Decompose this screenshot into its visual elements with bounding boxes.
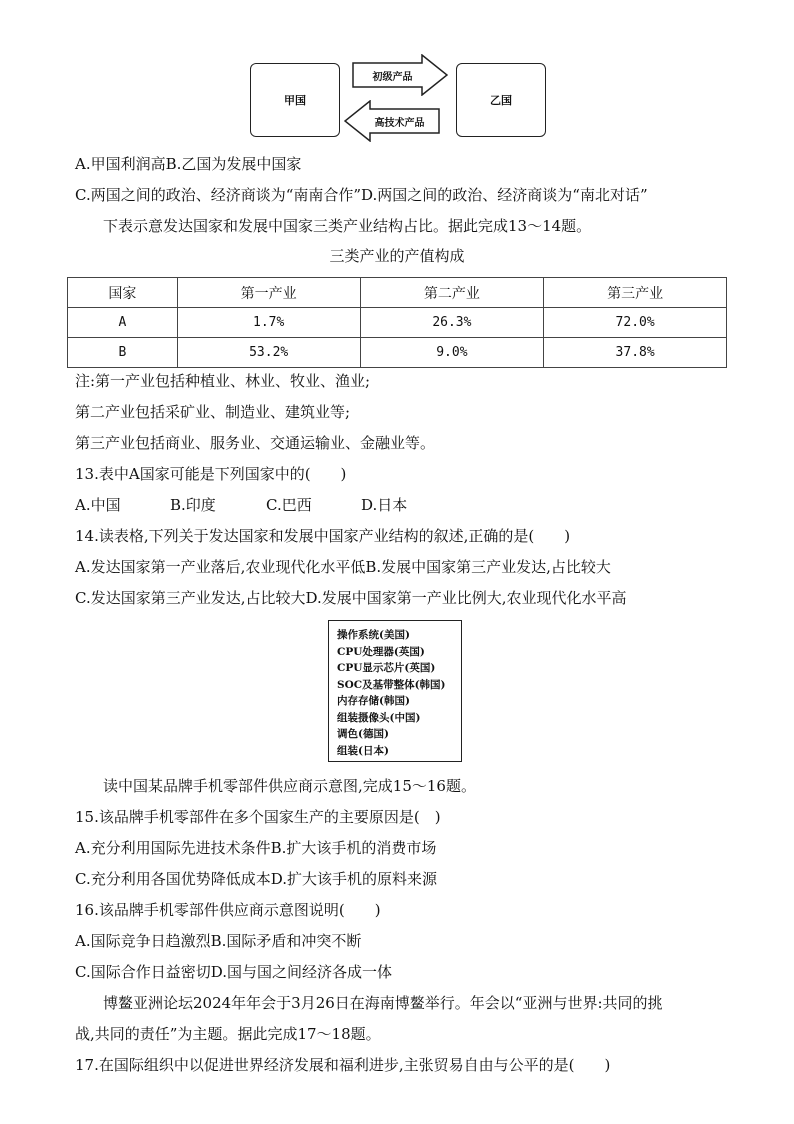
table-cell: 72.0% [544, 308, 727, 338]
q17-stem: 17.在国际组织中以促进世界经济发展和福利进步,主张贸易自由与公平的是( ) [75, 1056, 611, 1074]
table-cell: B [68, 338, 178, 368]
table-cell: 26.3% [360, 308, 544, 338]
q16-options-line2: C.国际合作日益密切D.国与国之间经济各成一体 [75, 963, 392, 981]
supplier-item: SOC及基带整体(韩国) [337, 678, 446, 691]
table-header: 第二产业 [360, 278, 544, 308]
supplier-list-box [328, 620, 462, 762]
supplier-item: 组装摄像头(中国) [337, 711, 421, 724]
q15-options-line2: C.充分利用各国优势降低成本D.扩大该手机的原料来源 [75, 870, 437, 888]
country-a-label: 甲国 [284, 94, 306, 107]
q13-option-c: C.巴西 [266, 496, 312, 514]
q15-stem: 15.该品牌手机零部件在多个国家生产的主要原因是( ) [75, 808, 441, 826]
q14-options-line2: C.发达国家第三产业发达,占比较大D.发展中国家第一产业比例大,农业现代化水平高 [75, 589, 627, 607]
table-row [68, 308, 727, 338]
supplier-item: CPU处理器(英国) [337, 645, 425, 658]
q13-option-b: B.印度 [170, 496, 216, 514]
table-cell: A [68, 308, 178, 338]
intro-13-14: 下表示意发达国家和发展中国家三类产业结构占比。据此完成13～14题。 [103, 217, 592, 235]
supplier-item: CPU显示芯片(英国) [337, 662, 436, 674]
country-b-box [456, 63, 546, 137]
supplier-item: 操作系统(美国) [337, 629, 410, 641]
supplier-item: 组装(日本) [337, 744, 389, 757]
q16-stem: 16.该品牌手机零部件供应商示意图说明( ) [75, 901, 381, 919]
arrow-top-label: 初级产品 [372, 72, 413, 83]
q13-stem: 13.表中A国家可能是下列国家中的( ) [75, 465, 347, 483]
q16-options-line1: A.国际竞争日趋激烈B.国际矛盾和冲突不断 [75, 932, 362, 950]
q15-options-line1: A.充分利用国际先进技术条件B.扩大该手机的消费市场 [75, 839, 437, 857]
intro-17-18-line1: 博鳌亚洲论坛2024年年会于3月26日在海南博鳌举行。年会以“亚洲与世界:共同的挑 [103, 994, 663, 1012]
table-title: 三类产业的产值构成 [329, 247, 465, 265]
q14-stem: 14.读表格,下列关于发达国家和发展中国家产业结构的叙述,正确的是( ) [75, 527, 571, 545]
q14-options-line1: A.发达国家第一产业落后,农业现代化水平低B.发展中国家第三产业发达,占比较大 [75, 558, 611, 576]
note-line: 第三产业包括商业、服务业、交通运输业、金融业等。 [75, 434, 436, 452]
industry-table [67, 277, 727, 368]
table-cell: 53.2% [177, 338, 360, 368]
supplier-item: 内存存储(韩国) [337, 695, 410, 707]
intro-15-16: 读中国某品牌手机零部件供应商示意图,完成15～16题。 [103, 777, 476, 795]
table-header-row [68, 278, 727, 308]
q12-options-line1: A.甲国利润高B.乙国为发展中国家 [75, 155, 302, 173]
intro-17-18-line2: 战,共同的责任”为主题。据此完成17～18题。 [75, 1025, 381, 1043]
table-header: 第一产业 [177, 278, 360, 308]
q13-option-a: A.中国 [75, 496, 121, 514]
q12-options-line2: C.两国之间的政治、经济商谈为“南南合作”D.两国之间的政治、经济商谈为“南北对话” [75, 186, 648, 204]
note-line: 第二产业包括采矿业、制造业、建筑业等; [75, 403, 351, 421]
arrow-bottom-label: 高技术产品 [374, 118, 425, 129]
country-b-label: 乙国 [490, 94, 512, 107]
table-header: 第三产业 [544, 278, 727, 308]
table-header: 国家 [68, 278, 178, 308]
country-a-box [250, 63, 340, 137]
note-line: 注:第一产业包括种植业、林业、牧业、渔业; [75, 372, 371, 390]
table-cell: 9.0% [360, 338, 544, 368]
table-cell: 37.8% [544, 338, 727, 368]
table-row [68, 338, 727, 368]
supplier-item: 调色(德国) [337, 728, 389, 740]
table-cell: 1.7% [177, 308, 360, 338]
q13-option-d: D.日本 [361, 496, 408, 514]
